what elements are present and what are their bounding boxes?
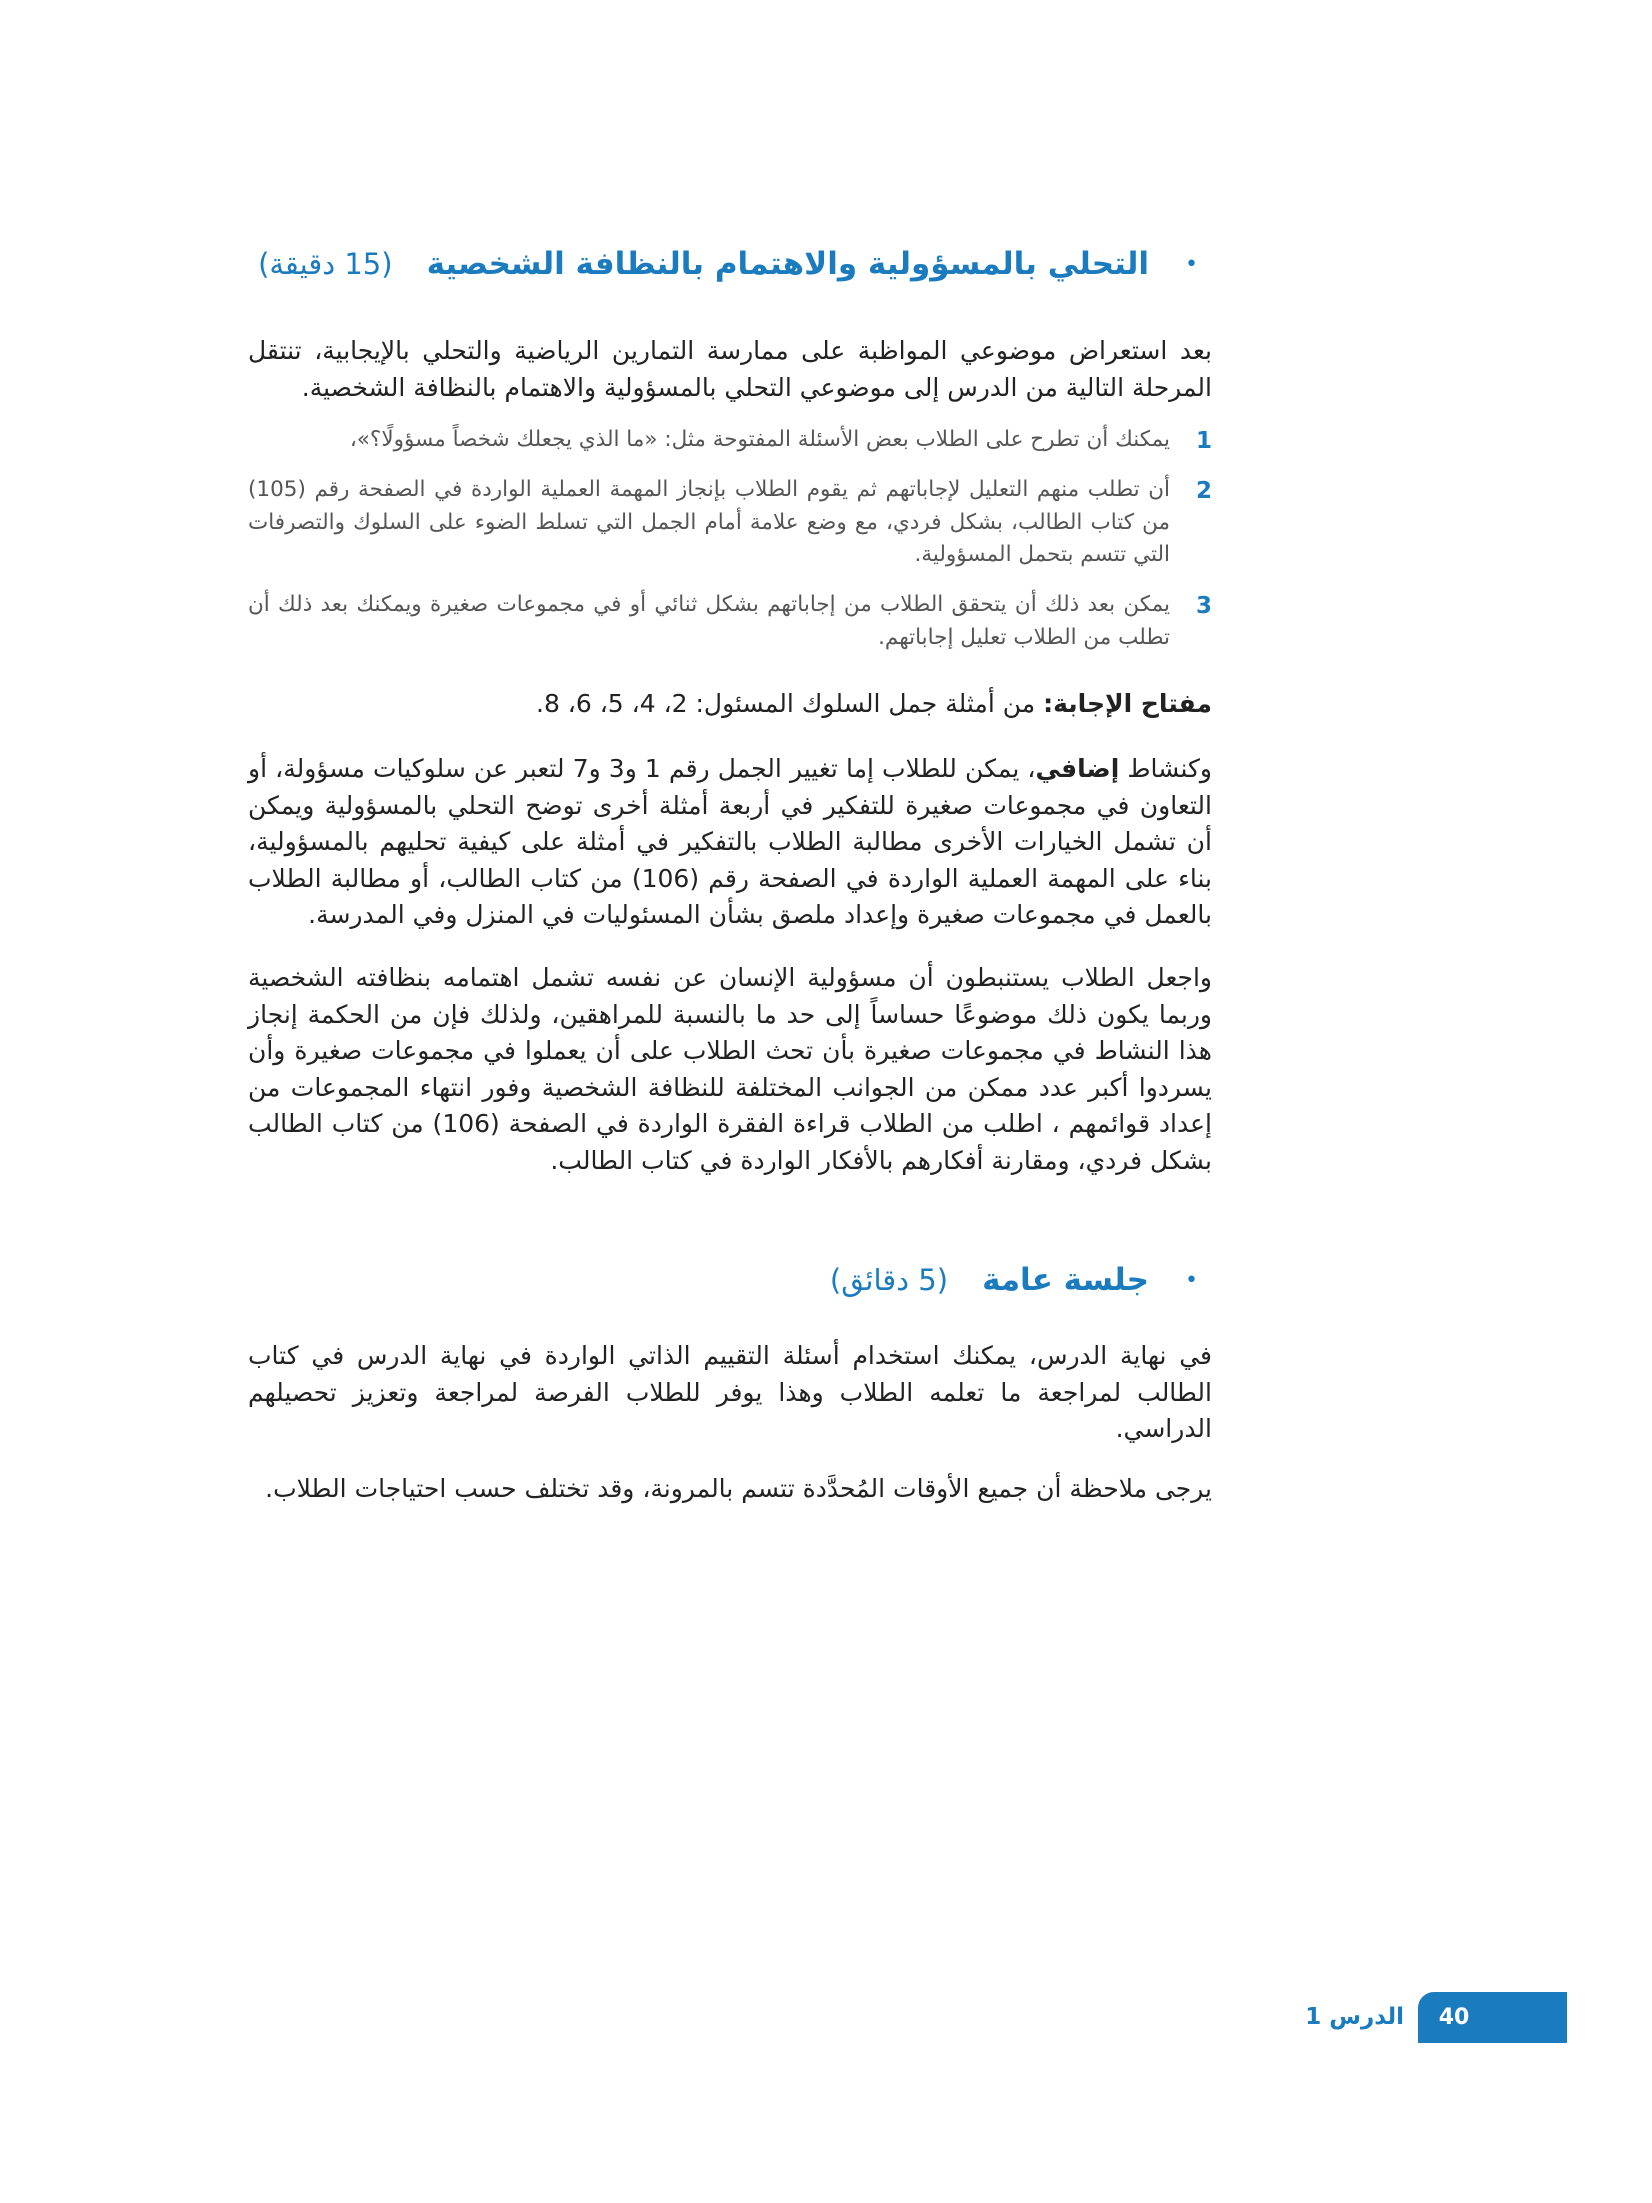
page-number: 40	[1438, 2005, 1470, 2030]
step-number: 2	[1195, 478, 1212, 504]
extra-bold: إضافي	[1035, 754, 1120, 783]
step-text: يمكنك أن تطرح على الطلاب بعض الأسئلة المفتوحة مثل: «ما الذي يجعلك شخصاً مسؤولًا؟»،	[349, 427, 1170, 452]
answer-key-text: من أمثلة جمل السلوك المسئول: 2، 4، 5، 6، 8.	[536, 689, 1044, 718]
extra-activity-paragraph	[248, 751, 1212, 934]
step-text: يمكن بعد ذلك أن يتحقق الطلاب من إجاباتهم بشكل ثنائي أو في مجموعات صغيرة ويمكنك بعد ذلك أن تطلب من الطلاب تعليل إجاباتهم.	[248, 592, 1170, 650]
list-item	[248, 474, 1212, 572]
section-heading-responsibility	[258, 246, 1212, 282]
step-number: 3	[1195, 593, 1212, 619]
section-heading-plenary	[830, 1262, 1212, 1298]
heading-duration: (5 دقائق)	[829, 1263, 949, 1297]
answer-key-label: مفتاح الإجابة:	[1043, 689, 1212, 718]
extra-text: ، يمكن للطلاب إما تغيير الجمل رقم 1 و3 و7 لتعبر عن سلوكيات مسؤولة، أو التعاون في مجموعات صغيرة للتفكير في أربعة أمثلة أخرى توضح التحلي بالمسؤولية ويمكن أن تشمل الخيارات الأخرى مطالبة الطلاب بالتفكير في أمثلة على كيفية تحليهم بالمسؤولية، بناء على المهمة العملية الواردة في الصفحة رقم (106) من كتاب الطالب، أو مطالبة الطلاب بالعمل في مجموعات صغيرة وإعداد ملصق بشأن المسئوليات في المنزل وفي المدرسة.	[248, 754, 1212, 929]
heading-duration: (15 دقيقة)	[258, 247, 393, 281]
lesson-label: الدرس 1	[1305, 2004, 1404, 2030]
heading-title: التحلي بالمسؤولية والاهتمام بالنظافة الشخصية	[426, 246, 1150, 282]
extra-prefix: وكنشاط	[1119, 754, 1212, 783]
list-item	[248, 589, 1212, 654]
heading-bullet: •	[1185, 1267, 1198, 1293]
intro-paragraph: بعد استعراض موضوعي المواظبة على ممارسة التمارين الرياضية والتحلي بالإيجابية، تنتقل المرحلة التالية من الدرس إلى موضوعي التحلي بالمسؤولية والاهتمام بالنظافة الشخصية.	[248, 336, 1212, 402]
plenary-paragraph: في نهاية الدرس، يمكنك استخدام أسئلة التقييم الذاتي الواردة في نهاية الدرس في كتاب الطالب لمراجعة ما تعلمه الطلاب وهذا يوفر للطلاب الفرصة لمراجعة وتعزيز تحصيلهم الدراسي.	[248, 1341, 1212, 1443]
flexibility-note: يرجى ملاحظة أن جميع الأوقات المُحدَّدة تتسم بالمرونة، وقد تختلف حسب احتياجات الطلاب.	[265, 1474, 1212, 1503]
hygiene-paragraph: واجعل الطلاب يستنبطون أن مسؤولية الإنسان عن نفسه تشمل اهتمامه بنظافته الشخصية وربما يكون ذلك موضوعًا حساساً إلى حد ما بالنسبة للمراهقين، ولذلك فإن من الحكمة إنجاز هذا النشاط في مجموعات صغيرة بأن تحث الطلاب على أن يعملوا في مجموعات صغيرة وأن يسردوا أكبر عدد ممكن من الجوانب المختلفة للنظافة الشخصية وفور انتهاء المجموعات من إعداد قوائمهم ، اطلب من الطلاب قراءة الفقرة الواردة في الصفحة (106) من كتاب الطالب بشكل فردي، ومقارنة أفكارهم بالأفكار الواردة في كتاب الطالب.	[248, 963, 1212, 1175]
page-number-tab	[1418, 1992, 1567, 2043]
heading-title: جلسة عامة	[982, 1262, 1150, 1298]
step-number: 1	[1195, 428, 1212, 454]
step-text: أن تطلب منهم التعليل لإجاباتهم ثم يقوم الطلاب بإنجاز المهمة العملية الواردة في الصفحة رقم (105) من كتاب الطالب، بشكل فردي، مع وضع علامة أمام الجمل التي تسلط الضوء على السلوك والتصرفات التي تتسم بتحمل المسؤولية.	[248, 477, 1170, 567]
list-item	[248, 424, 1212, 458]
heading-bullet: •	[1185, 251, 1198, 277]
answer-key	[248, 686, 1212, 723]
